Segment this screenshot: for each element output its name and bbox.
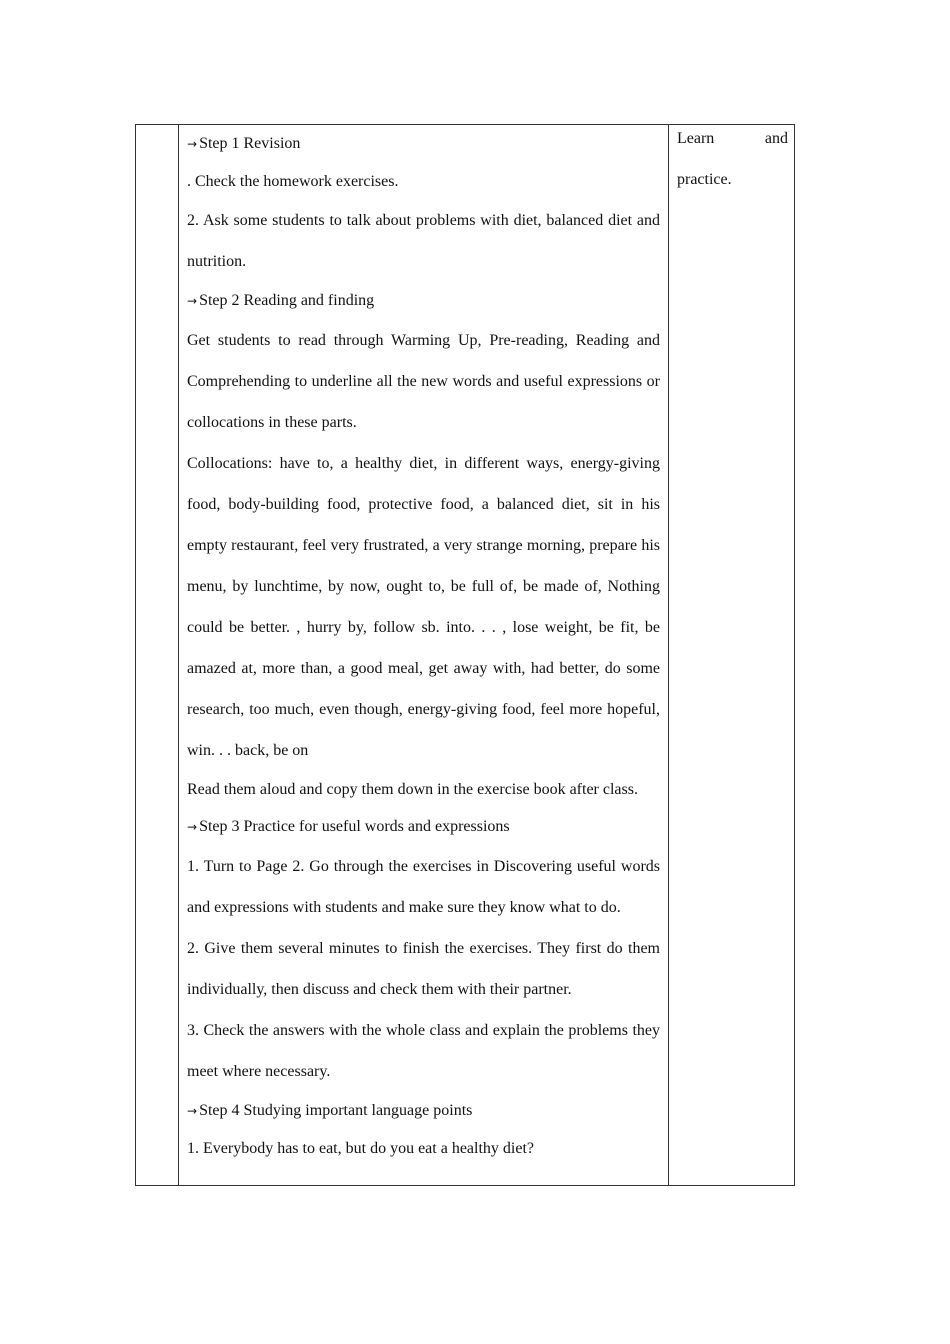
step3-item-2: 2. Give them several minutes to finish the exercises. They first do them individually, then discuss and check them with their partner.: [187, 940, 660, 998]
step2-heading: → Step 2 Reading and finding: [187, 292, 375, 309]
arrow-icon: →: [187, 294, 198, 308]
step4-item-1: 1. Everybody has to eat, but do you eat a healthy diet?: [187, 1140, 535, 1157]
column-divider-left: [178, 125, 179, 1185]
arrow-icon: →: [187, 137, 198, 151]
procedure-cell: [187, 125, 660, 1167]
arrow-icon: →: [187, 820, 198, 834]
step4-heading: → Step 4 Studying important language points: [187, 1102, 473, 1119]
activity-line-1: Learn and: [677, 130, 788, 147]
column-divider-right: [668, 125, 669, 1185]
step3-item-3: 3. Check the answers with the whole class and explain the problems they meet where necessary.: [187, 1022, 660, 1080]
activity-text: [677, 125, 788, 193]
step2-paragraph-3: Read them aloud and copy them down in the exercise book after class.: [187, 781, 638, 798]
step1-item-1: . Check the homework exercises.: [187, 173, 399, 190]
step2-collocations: Collocations: have to, a healthy diet, in different ways, energy-giving food, body-building food, protective food, a balanced diet, sit in his empty restaurant, feel very frustrated, a very strange morning, prepare his menu, by lunchtime, by now, ought to, be full of, be made of, Nothing could be better. , hurry by, follow sb. into. . . , lose weight, be fit, be amazed at, more than, a good meal, get away with, had better, do some research, too much, even though, energy-giving food, feel more hopeful, win. . . back, be on: [187, 455, 660, 759]
step3-heading: → Step 3 Practice for useful words and expressions: [187, 818, 510, 835]
activity-cell: [677, 125, 788, 193]
step2-paragraph-1: Get students to read through Warming Up, Pre-reading, Reading and Comprehending to underline all the new words and useful expressions or collocations in these parts.: [187, 332, 660, 431]
arrow-icon: →: [187, 1104, 198, 1118]
step1-item-2: 2. Ask some students to talk about problems with diet, balanced diet and nutrition.: [187, 212, 660, 270]
lesson-table: [135, 124, 795, 1186]
activity-line-2: practice.: [677, 171, 732, 188]
step3-item-1: 1. Turn to Page 2. Go through the exercises in Discovering useful words and expressions with students and make sure they know what to do.: [187, 858, 660, 916]
step1-heading: → Step 1 Revision: [187, 135, 301, 152]
